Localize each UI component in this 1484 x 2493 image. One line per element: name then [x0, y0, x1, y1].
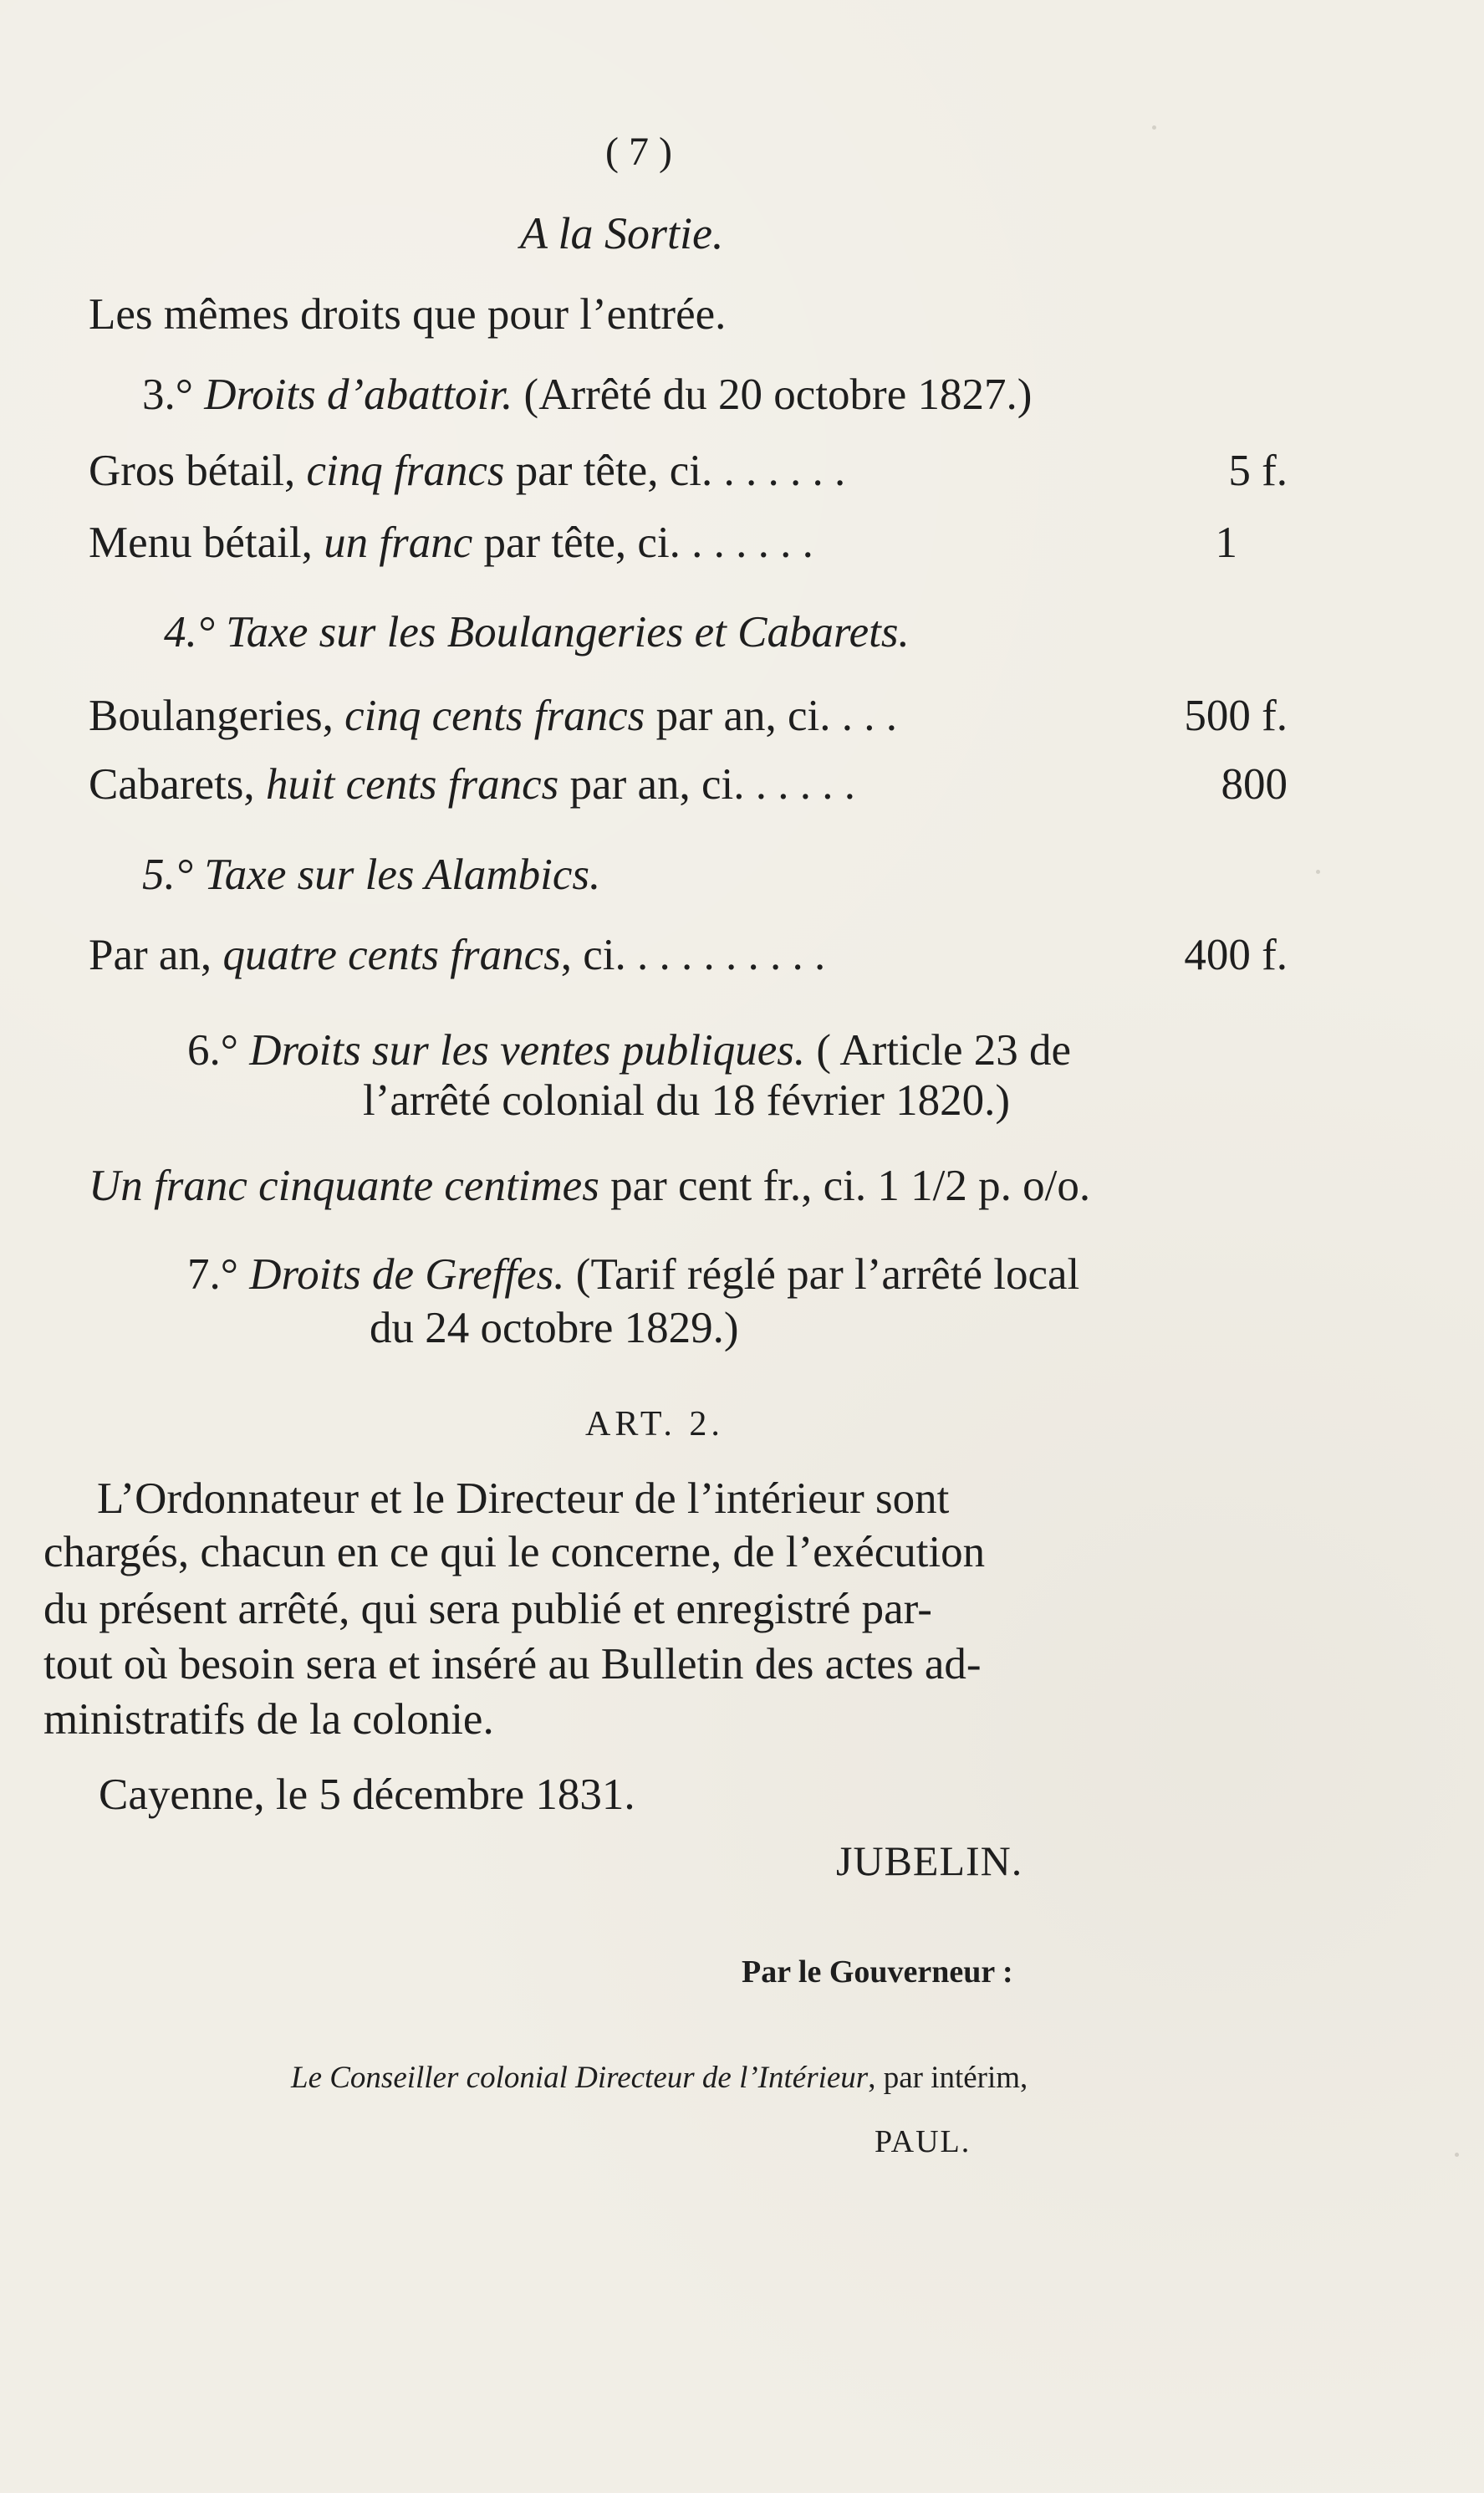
- line-12-rest: par cent fr., ci. 1 1/2 p. o/o.: [599, 1162, 1091, 1210]
- line-2-prefix: 3.°: [142, 370, 205, 419]
- line-13-rest: (Tarif réglé par l’arrêté local: [564, 1250, 1080, 1299]
- page-number: ( 7 ): [605, 130, 672, 174]
- paper-mark: [1455, 2153, 1459, 2157]
- paper-mark: [1152, 125, 1156, 130]
- text-line-3-value: 5 f.: [1228, 447, 1288, 495]
- text-line-6-value: 500 f.: [1184, 692, 1288, 740]
- line-7-prefix: Cabarets,: [89, 760, 266, 809]
- line-7-rest: par an, ci. . . . . .: [558, 760, 855, 809]
- line-6-prefix: Boulangeries,: [89, 692, 345, 740]
- text-line-9-value: 400 f.: [1184, 931, 1288, 979]
- line-3-rest: par tête, ci. . . . . . .: [504, 447, 846, 495]
- line-6-italic: cinq cents francs: [344, 692, 645, 740]
- line-10-italic: Droits sur les ventes publiques.: [249, 1026, 806, 1075]
- final-signature: PAUL.: [875, 2124, 971, 2159]
- line-10-prefix: 6.°: [187, 1026, 250, 1075]
- text-line-5: 4.° Taxe sur les Boulangeries et Cabarets.: [164, 608, 910, 656]
- line-10-rest: ( Article 23 de: [805, 1026, 1072, 1075]
- text-line-1: Les mêmes droits que pour l’entrée.: [89, 290, 727, 339]
- line-6-rest: par an, ci. . . .: [645, 692, 898, 740]
- line-12-italic: Un franc cinquante centimes: [89, 1162, 599, 1210]
- line-13-italic: Droits de Greffes.: [249, 1250, 565, 1299]
- line-4-italic: un franc: [324, 519, 473, 567]
- by-governor-line: Par le Gouverneur :: [742, 1954, 1013, 1990]
- line-13-prefix: 7.°: [187, 1250, 250, 1299]
- paragraph-line-19: tout où besoin sera et inséré au Bulletin des actes ad-: [43, 1640, 982, 1688]
- text-line-2: [142, 370, 1033, 419]
- text-line-13: [187, 1250, 1080, 1299]
- conseiller-line: [291, 2062, 1028, 2093]
- paragraph-line-18: du présent arrêté, qui sera publié et enregistré par-: [43, 1585, 932, 1633]
- text-line-8: 5.° Taxe sur les Alambics.: [142, 851, 601, 899]
- text-line-4-value: 1: [1215, 519, 1237, 567]
- conseiller-suffix: , par intérim,: [868, 2061, 1028, 2095]
- text-line-6: [89, 694, 897, 738]
- line-9-italic: quatre cents francs: [222, 931, 561, 979]
- line-4-prefix: Menu bétail,: [89, 519, 324, 567]
- text-line-4: [89, 521, 813, 565]
- line-2-title: Droits d’abattoir.: [204, 370, 513, 419]
- line-2-suffix: (Arrêté du 20 octobre 1827.): [513, 370, 1033, 419]
- text-line-10: [187, 1026, 1072, 1075]
- text-line-14: du 24 octobre 1829.): [370, 1304, 739, 1352]
- article-heading: ART. 2.: [585, 1405, 724, 1443]
- section-title: A la Sortie.: [520, 208, 724, 258]
- date-line: Cayenne, le 5 décembre 1831.: [99, 1770, 635, 1819]
- paragraph-line-17: chargés, chacun en ce qui le concerne, de l’exécution: [43, 1528, 986, 1576]
- paragraph-line-16: L’Ordonnateur et le Directeur de l’intérieur sont: [97, 1474, 950, 1523]
- conseiller-title: Le Conseiller colonial Directeur de l’Intérieur: [291, 2061, 869, 2095]
- text-line-11: l’arrêté colonial du 18 février 1820.): [363, 1076, 1011, 1125]
- paper-mark: [1316, 870, 1320, 874]
- signature-name: JUBELIN.: [836, 1837, 1023, 1884]
- text-line-7: [89, 760, 855, 809]
- text-line-9: [89, 933, 825, 978]
- line-9-rest: , ci. . . . . . . . . .: [560, 931, 826, 979]
- text-line-3: [89, 449, 845, 493]
- line-7-italic: huit cents francs: [265, 760, 559, 809]
- line-9-prefix: Par an,: [89, 931, 223, 979]
- line-3-italic: cinq francs: [306, 447, 505, 495]
- paragraph-line-20: ministratifs de la colonie.: [43, 1695, 494, 1744]
- text-line-7-value: 800: [1221, 760, 1288, 809]
- line-4-rest: par tête, ci. . . . . . .: [472, 519, 813, 567]
- line-3-prefix: Gros bétail,: [89, 447, 307, 495]
- text-line-12: [89, 1164, 1090, 1208]
